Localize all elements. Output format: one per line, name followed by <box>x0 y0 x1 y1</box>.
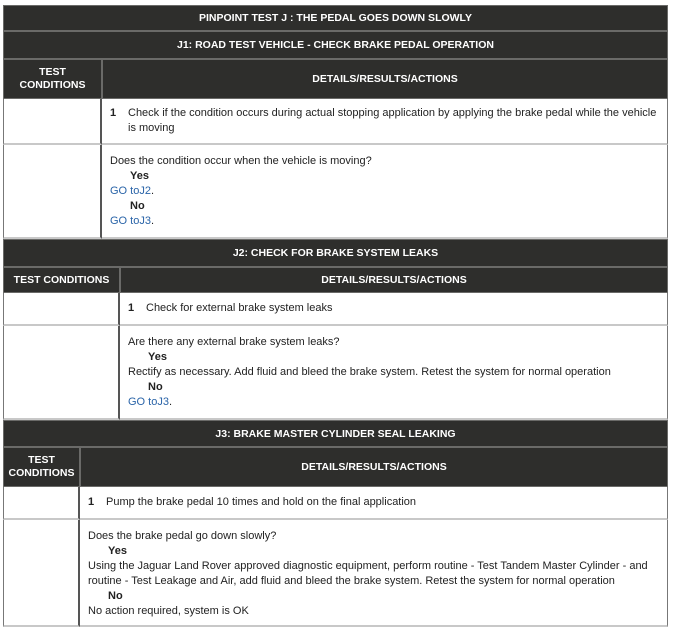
result-row <box>3 145 668 239</box>
question-text: Does the brake pedal go down slowly? <box>88 530 277 542</box>
step-row <box>3 99 668 145</box>
step-number: 1 <box>128 302 135 314</box>
section-j1 <box>3 31 668 239</box>
test-conditions-cell <box>3 520 80 627</box>
answer-yes-label: Yes <box>148 351 167 363</box>
test-conditions-header: TEST CONDITIONS <box>3 59 102 99</box>
step-text: Check for external brake system leaks <box>146 302 333 314</box>
question-text: Are there any external brake system leaks? <box>128 336 340 348</box>
question-text: Does the condition occur when the vehicle is moving? <box>110 155 372 167</box>
section-j2 <box>3 239 668 420</box>
step-number: 1 <box>88 496 95 508</box>
details-header: DETAILS/RESULTS/ACTIONS <box>80 447 668 487</box>
section-heading: J3: BRAKE MASTER CYLINDER SEAL LEAKING <box>3 420 668 447</box>
go-to-j3-link[interactable]: GO toJ3 <box>128 396 169 408</box>
result-row <box>3 326 668 420</box>
answer-no-label: No <box>148 381 163 393</box>
result-cell: Are there any external brake system leaks? Yes Rectify as necessary. Add fluid and bleed the brake system. Retest the system for normal operation No GO toJ3. <box>120 326 668 420</box>
result-row <box>3 520 668 627</box>
answer-yes-text: Rectify as necessary. Add fluid and bleed the brake system. Retest the system for normal operation <box>128 366 611 378</box>
section-j3 <box>3 420 668 627</box>
column-header-row <box>3 267 668 293</box>
answer-yes-label: Yes <box>108 545 127 557</box>
result-cell <box>80 520 668 627</box>
result-cell: Does the condition occur when the vehicle is moving? Yes GO toJ2. No GO toJ3. <box>102 145 668 239</box>
test-conditions-header: TEST CONDITIONS <box>3 267 120 293</box>
answer-no-label: No <box>108 590 123 602</box>
test-conditions-cell <box>3 99 102 145</box>
column-header-row <box>3 59 668 99</box>
step-cell <box>102 99 668 145</box>
step-cell <box>120 293 668 326</box>
answer-yes-label: Yes <box>130 170 149 182</box>
step-text: Pump the brake pedal 10 times and hold on the final application <box>106 496 417 508</box>
test-conditions-cell <box>3 487 80 520</box>
section-heading: J1: ROAD TEST VEHICLE - CHECK BRAKE PEDAL OPERATION <box>3 31 668 59</box>
details-header: DETAILS/RESULTS/ACTIONS <box>102 59 668 99</box>
answer-no-text: No action required, system is OK <box>88 605 249 617</box>
test-conditions-cell <box>3 145 102 239</box>
answer-yes-text: Using the Jaguar Land Rover approved diagnostic equipment, perform routine - Test Tandem Master Cylinder - and routine - Test Leakage and Air, add fluid and bleed the brake system. Retest the system for normal operation <box>88 560 648 587</box>
answer-no-label: No <box>130 200 145 212</box>
step-row <box>3 293 668 326</box>
step-row <box>3 487 668 520</box>
section-heading: J2: CHECK FOR BRAKE SYSTEM LEAKS <box>3 239 668 267</box>
details-header: DETAILS/RESULTS/ACTIONS <box>120 267 668 293</box>
test-conditions-cell <box>3 326 120 420</box>
step-cell <box>80 487 668 520</box>
pinpoint-test-title: PINPOINT TEST J : THE PEDAL GOES DOWN SLOWLY <box>3 5 668 31</box>
go-to-j3-link[interactable]: GO toJ3 <box>110 215 151 227</box>
test-conditions-cell <box>3 293 120 326</box>
column-header-row <box>3 447 668 487</box>
step-number: 1 <box>110 107 117 119</box>
test-conditions-header: TEST CONDITIONS <box>3 447 80 487</box>
step-text: Check if the condition occurs during actual stopping application by applying the brake pedal while the vehicle is moving <box>128 107 657 134</box>
go-to-j2-link[interactable]: GO toJ2 <box>110 185 151 197</box>
